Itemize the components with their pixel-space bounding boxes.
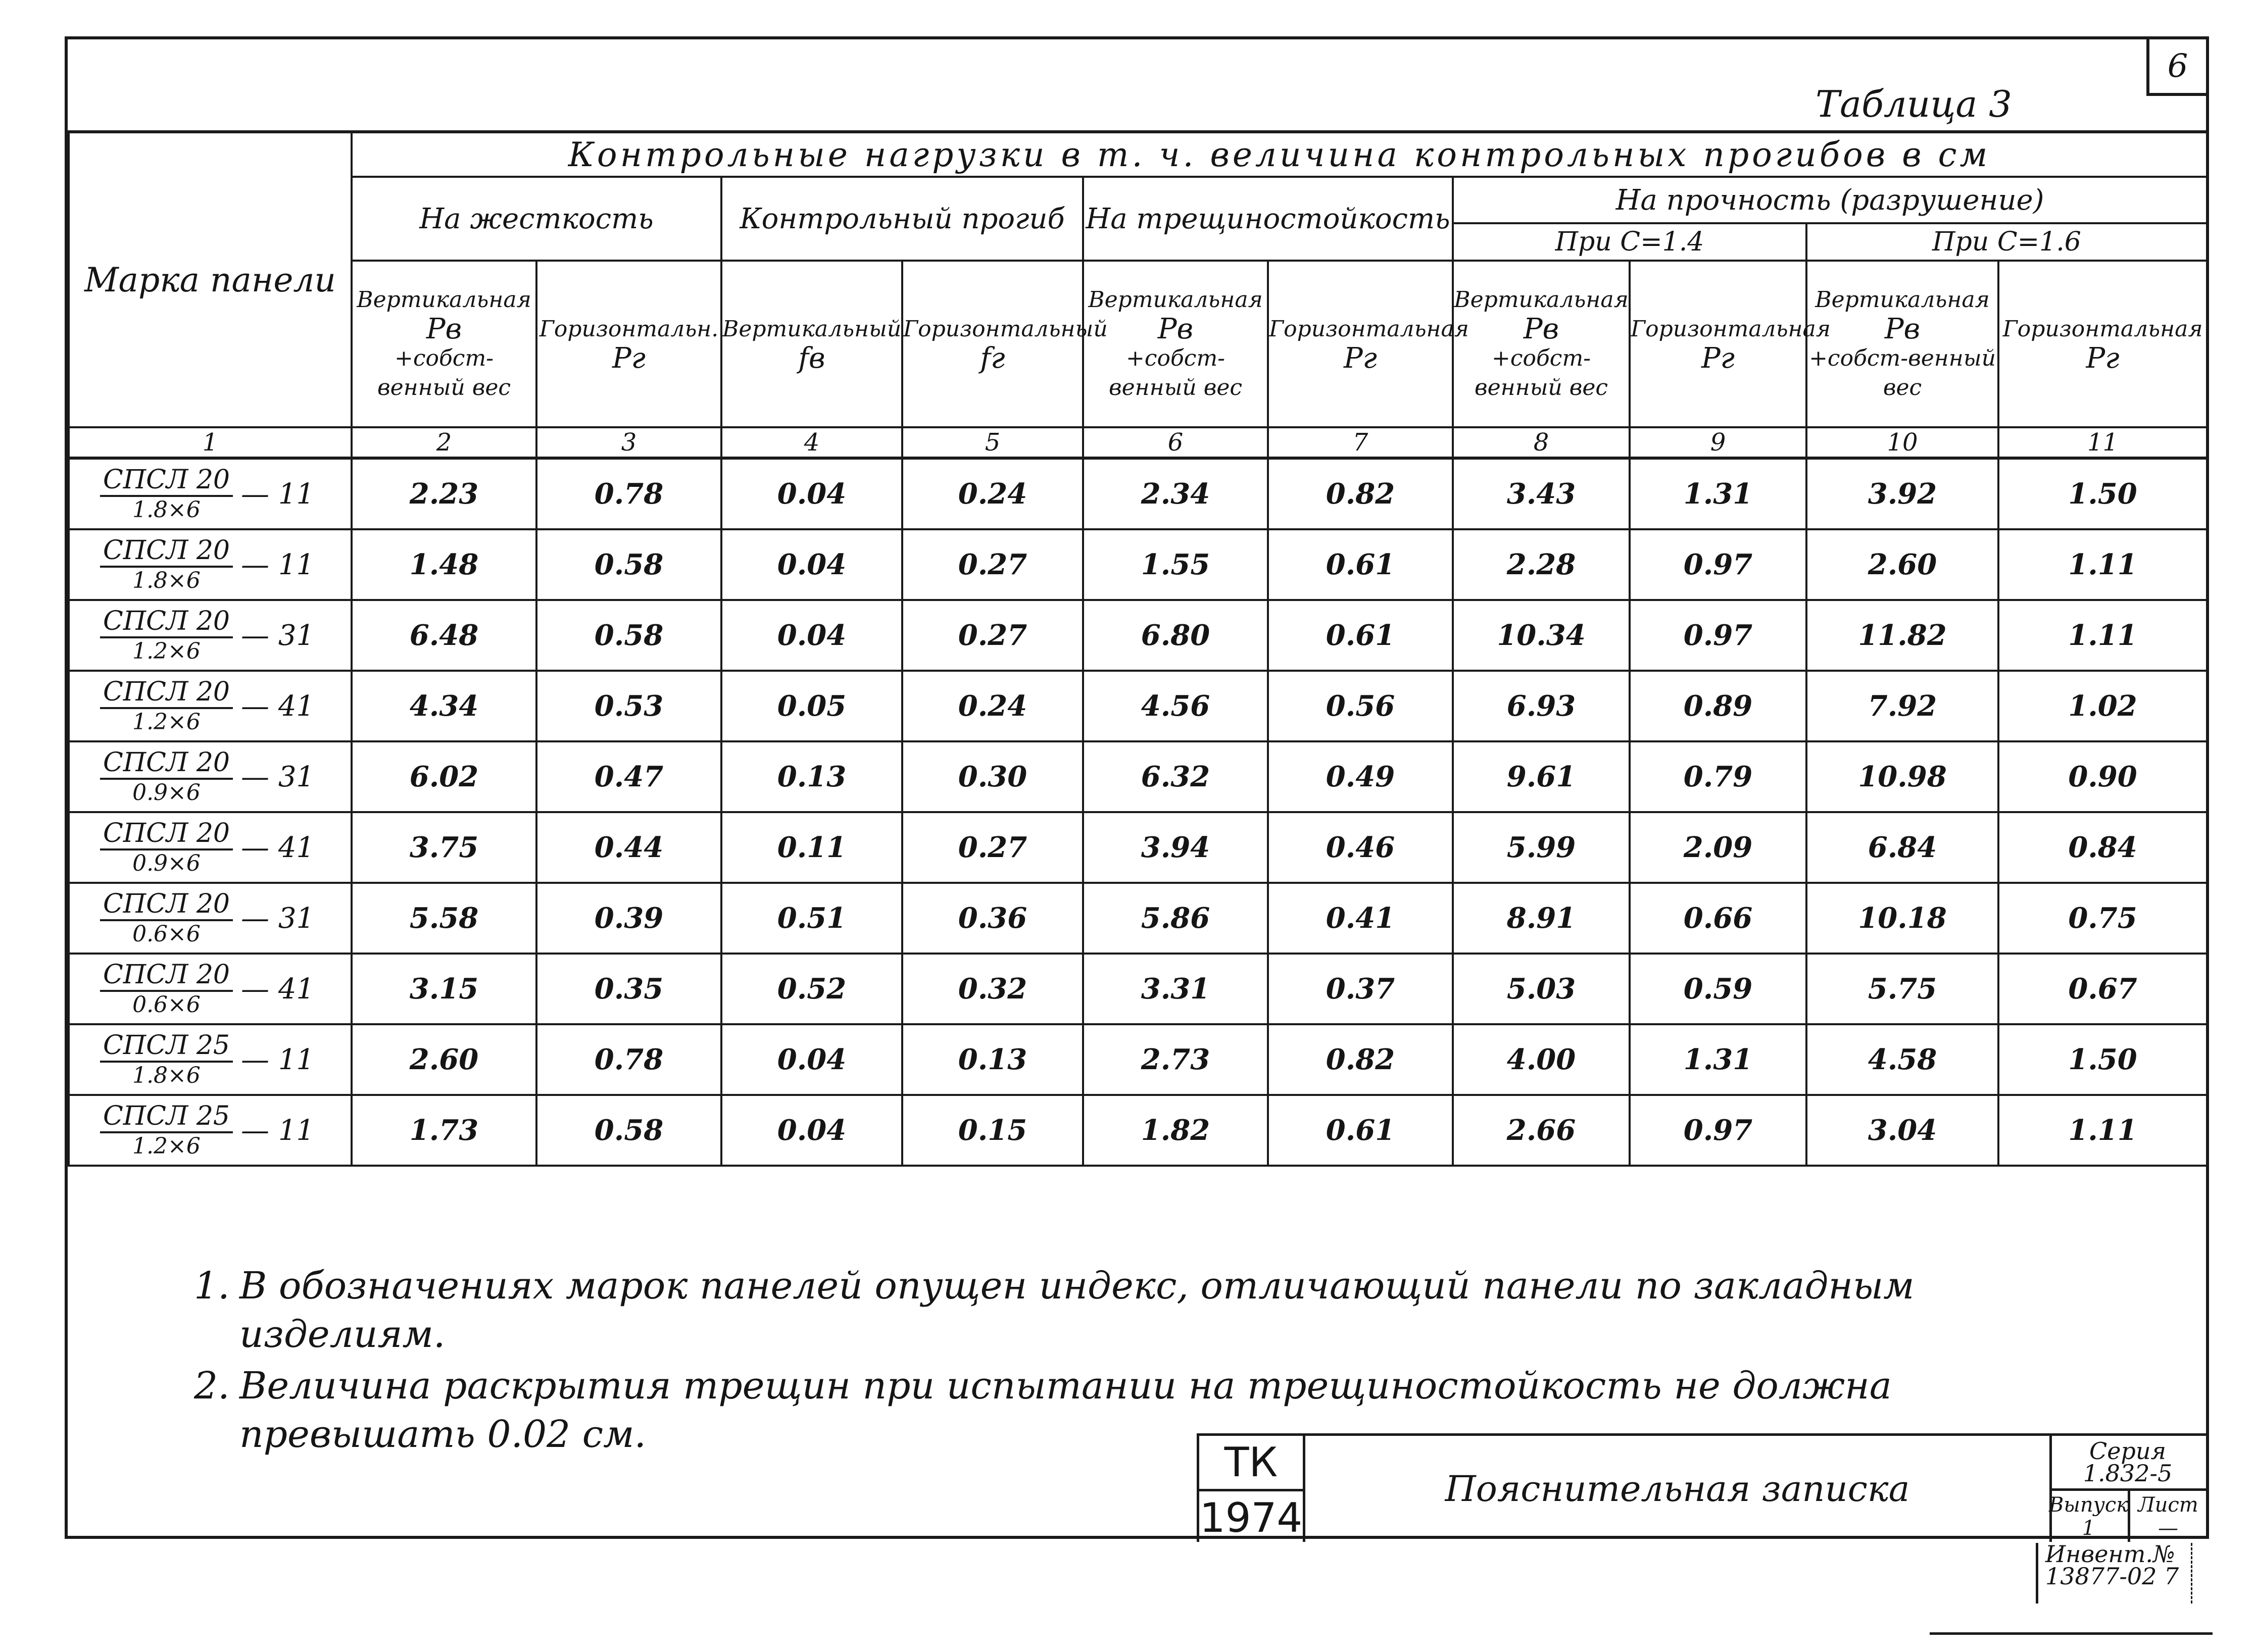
col-4-header: Вертикальный fв (721, 261, 902, 427)
panel-mark (69, 883, 352, 954)
sheet-value: — (2158, 1516, 2178, 1540)
value-cell: 0.04 (721, 600, 902, 671)
col-11-header: Горизонтальная Pг (1998, 261, 2207, 427)
mark-numerator: СПСЛ 20 (100, 465, 233, 497)
value-cell: 3.94 (1083, 812, 1268, 883)
group-crack: На трещиностойкость (1083, 177, 1453, 261)
value-cell: 0.13 (902, 1024, 1083, 1095)
value-cell: 0.89 (1630, 671, 1806, 741)
value-cell: 0.90 (1998, 741, 2207, 812)
panel-mark (69, 741, 352, 812)
sheet-label: Лист (2138, 1493, 2198, 1517)
value-cell: 0.56 (1268, 671, 1453, 741)
value-cell: 5.58 (352, 883, 536, 954)
note-text: В обозначениях марок панелей опущен индекс, отличающий панели по закладным изделиям. (239, 1264, 1915, 1356)
value-cell: 0.78 (536, 458, 721, 529)
value-cell: 0.47 (536, 741, 721, 812)
value-cell: 7.92 (1806, 671, 1998, 741)
col-9-header: Горизонтальная Pг (1630, 261, 1806, 427)
value-cell: 0.39 (536, 883, 721, 954)
table-row (69, 1024, 2207, 1095)
col-number: 7 (1268, 427, 1453, 458)
value-cell: 0.79 (1630, 741, 1806, 812)
mark-column-header: Марка панели (69, 132, 352, 427)
value-cell: 1.02 (1998, 671, 2207, 741)
mark-numerator: СПСЛ 20 (100, 889, 233, 921)
value-cell: 0.58 (536, 1095, 721, 1166)
mark-denominator: 1.8×6 (132, 497, 201, 523)
group-deflection: Контрольный прогиб (721, 177, 1083, 261)
table-title: Таблица 3 (1816, 83, 2012, 125)
value-cell: 10.34 (1453, 600, 1630, 671)
value-cell: 1.50 (1998, 1024, 2207, 1095)
value-cell: 1.82 (1083, 1095, 1268, 1166)
value-cell: 0.97 (1630, 1095, 1806, 1166)
col-number: 10 (1806, 427, 1998, 458)
table-row (69, 883, 2207, 954)
col-number: 3 (536, 427, 721, 458)
col-6-header: Вертикальная Pв +собст-венный вес (1083, 261, 1268, 427)
value-cell: 0.27 (902, 812, 1083, 883)
note-number: 1. (194, 1264, 230, 1308)
mark-suffix: — 31 (241, 760, 315, 793)
mark-suffix: — 11 (241, 1043, 315, 1076)
value-cell: 0.82 (1268, 1024, 1453, 1095)
value-cell: 0.58 (536, 529, 721, 600)
value-cell: 0.44 (536, 812, 721, 883)
value-cell: 0.37 (1268, 954, 1453, 1024)
value-cell: 6.93 (1453, 671, 1630, 741)
col-10-header: Вертикальная Pв +собст-венный вес (1806, 261, 1998, 427)
mark-denominator: 1.8×6 (132, 568, 201, 593)
mark-denominator: 0.9×6 (132, 850, 201, 876)
strength-c16: При С=1.6 (1806, 223, 2207, 261)
value-cell: 0.66 (1630, 883, 1806, 954)
value-cell: 1.31 (1630, 1024, 1806, 1095)
value-cell: 3.43 (1453, 458, 1630, 529)
issue-value: 1 (2082, 1516, 2095, 1540)
value-cell: 4.56 (1083, 671, 1268, 741)
mark-denominator: 1.8×6 (132, 1063, 201, 1088)
value-cell: 0.97 (1630, 600, 1806, 671)
mark-numerator: СПСЛ 20 (100, 606, 233, 638)
group-strength: На прочность (разрушение) (1453, 177, 2207, 223)
value-cell: 0.61 (1268, 1095, 1453, 1166)
value-cell: 6.84 (1806, 812, 1998, 883)
value-cell: 0.97 (1630, 529, 1806, 600)
value-cell: 0.24 (902, 671, 1083, 741)
mark-suffix: — 31 (241, 619, 315, 652)
value-cell: 0.49 (1268, 741, 1453, 812)
mark-suffix: — 11 (241, 1114, 315, 1147)
value-cell: 2.23 (352, 458, 536, 529)
value-cell: 0.61 (1268, 529, 1453, 600)
value-cell: 0.05 (721, 671, 902, 741)
value-cell: 0.04 (721, 1095, 902, 1166)
panel-mark (69, 1024, 352, 1095)
value-cell: 0.04 (721, 529, 902, 600)
col-number: 6 (1083, 427, 1268, 458)
col-number: 2 (352, 427, 536, 458)
value-cell: 6.32 (1083, 741, 1268, 812)
value-cell: 2.73 (1083, 1024, 1268, 1095)
col-number: 5 (902, 427, 1083, 458)
value-cell: 5.86 (1083, 883, 1268, 954)
value-cell: 0.30 (902, 741, 1083, 812)
group-stiffness: На жесткость (352, 177, 721, 261)
value-cell: 2.66 (1453, 1095, 1630, 1166)
table-row (69, 812, 2207, 883)
col-2-header: Вертикальная Pв +собст-венный вес (352, 261, 536, 427)
value-cell: 5.99 (1453, 812, 1630, 883)
value-cell: 3.15 (352, 954, 536, 1024)
value-cell: 0.53 (536, 671, 721, 741)
value-cell: 2.60 (1806, 529, 1998, 600)
value-cell: 0.32 (902, 954, 1083, 1024)
value-cell: 0.59 (1630, 954, 1806, 1024)
table-row (69, 741, 2207, 812)
value-cell: 10.18 (1806, 883, 1998, 954)
inventory-value: 13877-02 7 (2045, 1563, 2179, 1590)
mark-numerator: СПСЛ 20 (100, 960, 233, 992)
mark-numerator: СПСЛ 20 (100, 535, 233, 568)
panel-mark (69, 529, 352, 600)
value-cell: 3.04 (1806, 1095, 1998, 1166)
value-cell: 4.34 (352, 671, 536, 741)
table-body (69, 458, 2207, 1166)
value-cell: 0.58 (536, 600, 721, 671)
table-row (69, 600, 2207, 671)
mark-denominator: 0.6×6 (132, 921, 201, 947)
col-5-header: Горизонтальный fг (902, 261, 1083, 427)
series-label: Серия (2089, 1437, 2166, 1465)
value-cell: 1.48 (352, 529, 536, 600)
panel-mark (69, 812, 352, 883)
value-cell: 0.51 (721, 883, 902, 954)
value-cell: 10.98 (1806, 741, 1998, 812)
inventory-stamp (2036, 1540, 2192, 1604)
value-cell: 6.48 (352, 600, 536, 671)
mark-denominator: 1.2×6 (132, 1133, 201, 1159)
value-cell: 1.11 (1998, 1095, 2207, 1166)
col-number: 11 (1998, 427, 2207, 458)
value-cell: 0.46 (1268, 812, 1453, 883)
value-cell: 0.84 (1998, 812, 2207, 883)
mark-numerator: СПСЛ 25 (100, 1030, 233, 1063)
value-cell: 2.60 (352, 1024, 536, 1095)
value-cell: 0.27 (902, 529, 1083, 600)
table-row (69, 954, 2207, 1024)
value-cell: 2.28 (1453, 529, 1630, 600)
main-header: Контрольные нагрузки в т. ч. величина контрольных прогибов в см (352, 132, 2207, 177)
column-numbers-row (69, 427, 2207, 458)
divider (1930, 1632, 2213, 1635)
mark-numerator: СПСЛ 20 (100, 747, 233, 780)
mark-numerator: СПСЛ 20 (100, 818, 233, 850)
value-cell: 3.31 (1083, 954, 1268, 1024)
value-cell: 1.11 (1998, 600, 2207, 671)
mark-denominator: 0.9×6 (132, 780, 201, 806)
note-number: 2. (194, 1364, 230, 1408)
value-cell: 1.31 (1630, 458, 1806, 529)
value-cell: 0.04 (721, 458, 902, 529)
value-cell: 0.15 (902, 1095, 1083, 1166)
value-cell: 0.27 (902, 600, 1083, 671)
org-code-line2: 1974 (1199, 1494, 1303, 1541)
value-cell: 0.11 (721, 812, 902, 883)
col-number: 9 (1630, 427, 1806, 458)
value-cell: 6.80 (1083, 600, 1268, 671)
value-cell: 1.73 (352, 1095, 536, 1166)
value-cell: 11.82 (1806, 600, 1998, 671)
table-row (69, 529, 2207, 600)
value-cell: 4.00 (1453, 1024, 1630, 1095)
table-row (69, 671, 2207, 741)
panel-mark (69, 954, 352, 1024)
mark-suffix: — 41 (241, 831, 315, 864)
value-cell: 0.67 (1998, 954, 2207, 1024)
value-cell: 0.13 (721, 741, 902, 812)
mark-denominator: 1.2×6 (132, 638, 201, 664)
value-cell: 9.61 (1453, 741, 1630, 812)
value-cell: 0.41 (1268, 883, 1453, 954)
value-cell: 3.75 (352, 812, 536, 883)
panel-mark (69, 458, 352, 529)
value-cell: 0.36 (902, 883, 1083, 954)
value-cell: 8.91 (1453, 883, 1630, 954)
table-row (69, 458, 2207, 529)
col-number: 1 (69, 427, 352, 458)
value-cell: 1.50 (1998, 458, 2207, 529)
value-cell: 0.04 (721, 1024, 902, 1095)
mark-suffix: — 41 (241, 689, 315, 723)
value-cell: 2.34 (1083, 458, 1268, 529)
series-block (2049, 1436, 2206, 1542)
inventory-label: Инвент.№ (2045, 1540, 2175, 1568)
col-number: 4 (721, 427, 902, 458)
org-code (1199, 1436, 1305, 1542)
value-cell: 0.75 (1998, 883, 2207, 954)
value-cell: 1.11 (1998, 529, 2207, 600)
mark-suffix: — 41 (241, 972, 315, 1006)
value-cell: 0.78 (536, 1024, 721, 1095)
col-8-header: Вертикальная Pв +собст-венный вес (1453, 261, 1630, 427)
value-cell: 1.55 (1083, 529, 1268, 600)
note-1 (194, 1262, 2114, 1359)
title-block (1197, 1433, 2206, 1542)
value-cell: 5.03 (1453, 954, 1630, 1024)
col-number: 8 (1453, 427, 1630, 458)
note-text: Величина раскрытия трещин при испытании на трещиностойкость не должна превышать 0.02 см. (239, 1364, 1892, 1456)
mark-denominator: 1.2×6 (132, 709, 201, 735)
value-cell: 5.75 (1806, 954, 1998, 1024)
org-code-line1: ТК (1199, 1436, 1303, 1491)
series-value: 1.832-5 (2083, 1460, 2173, 1487)
value-cell: 0.61 (1268, 600, 1453, 671)
page-number: 6 (2146, 39, 2206, 96)
value-cell: 3.92 (1806, 458, 1998, 529)
value-cell: 4.58 (1806, 1024, 1998, 1095)
mark-suffix: — 31 (241, 902, 315, 935)
value-cell: 6.02 (352, 741, 536, 812)
value-cell: 2.09 (1630, 812, 1806, 883)
mark-numerator: СПСЛ 25 (100, 1101, 233, 1133)
panel-mark (69, 1095, 352, 1166)
notes (194, 1262, 2114, 1462)
table-row (69, 1095, 2207, 1166)
mark-suffix: — 11 (241, 548, 315, 581)
value-cell: 0.82 (1268, 458, 1453, 529)
panel-mark (69, 671, 352, 741)
mark-suffix: — 11 (241, 477, 315, 511)
strength-c14: При С=1.4 (1453, 223, 1806, 261)
value-cell: 0.52 (721, 954, 902, 1024)
col-7-header: Горизонтальная Pг (1268, 261, 1453, 427)
mark-denominator: 0.6×6 (132, 992, 201, 1018)
loads-table (68, 130, 2208, 1167)
panel-mark (69, 600, 352, 671)
drawing-sheet (65, 36, 2209, 1539)
document-title: Пояснительная записка (1305, 1436, 2052, 1542)
issue-label: Выпуск (2048, 1493, 2129, 1517)
value-cell: 0.24 (902, 458, 1083, 529)
value-cell: 0.35 (536, 954, 721, 1024)
col-3-header: Горизонтальн. Pг (536, 261, 721, 427)
mark-numerator: СПСЛ 20 (100, 677, 233, 709)
